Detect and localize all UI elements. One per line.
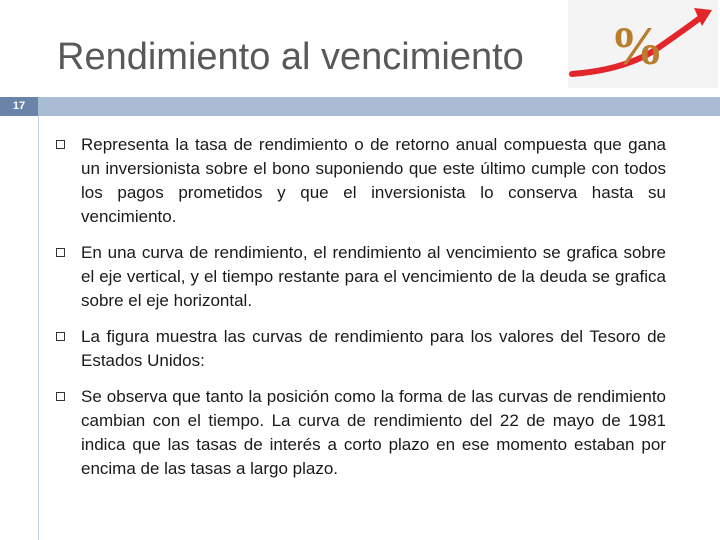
bullet-text: Representa la tasa de rendimiento o de retorno anual compuesta que gana un inversionista sobre el bono suponiendo que este último cumple con todos los pagos prometidos y que el inversionista lo conserva hasta su vencimiento. [81,135,666,226]
bullet-text: La figura muestra las curvas de rendimiento para los valores del Tesoro de Estados Unidos: [81,327,666,370]
square-bullet-icon [56,332,65,341]
left-divider [38,116,39,540]
bullet-item [55,133,666,229]
slide-title: Rendimiento al vencimiento [57,36,524,78]
bullet-item [55,385,666,481]
bullet-text: Se observa que tanto la posición como la forma de las curvas de rendimiento cambian con el tiempo. La curva de rendimiento del 22 de mayo de 1981 indica que las tasas de interés a corto plazo en ese momento estaban por encima de las tasas a largo plazo. [81,387,666,478]
bullet-text: En una curva de rendimiento, el rendimiento al vencimiento se grafica sobre el eje vertical, y el tiempo restante para el vencimiento de la deuda se grafica sobre el eje horizontal. [81,243,666,310]
square-bullet-icon [56,248,65,257]
slide-number: 17 [0,97,38,116]
bullet-item [55,325,666,373]
bullet-item [55,241,666,313]
header-bar [0,97,720,116]
square-bullet-icon [56,392,65,401]
percent-arrow-logo [566,0,720,88]
percent-symbol: % [610,16,664,76]
square-bullet-icon [56,140,65,149]
bullet-list [55,133,666,493]
